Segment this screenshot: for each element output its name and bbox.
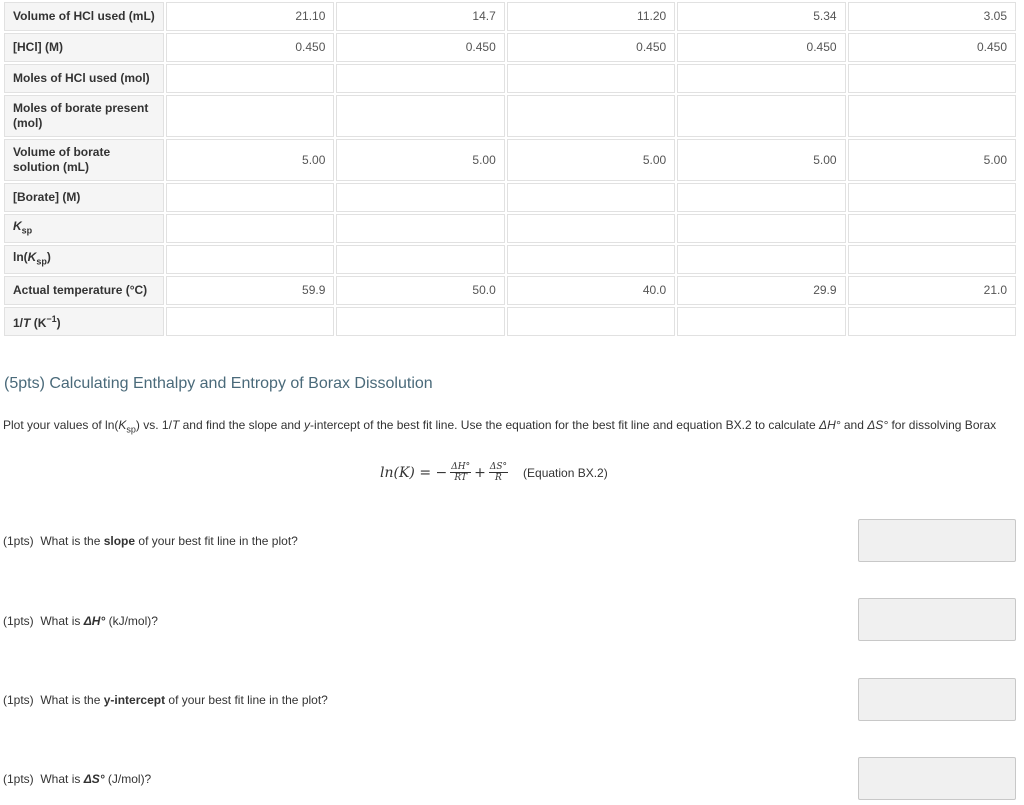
- table-cell[interactable]: [507, 307, 675, 336]
- data-table: [2, 0, 1018, 338]
- table-cell[interactable]: [848, 64, 1016, 93]
- table-cell[interactable]: [507, 64, 675, 93]
- table-cell: 5.00: [848, 139, 1016, 181]
- table-cell[interactable]: [166, 183, 334, 212]
- table-cell[interactable]: [336, 183, 504, 212]
- table-row: [4, 33, 1016, 62]
- row-label: $\ln(K_{sp})$: [4, 245, 164, 274]
- table-cell[interactable]: [336, 64, 504, 93]
- table-cell[interactable]: [848, 245, 1016, 274]
- table-cell: 3.05: [848, 2, 1016, 31]
- table-cell[interactable]: [507, 245, 675, 274]
- question-y-intercept: (1pts) What is the y-intercept of your best fit line in the plot?: [3, 693, 328, 707]
- entropy-answer-input[interactable]: [858, 757, 1016, 800]
- table-cell: 0.450: [166, 33, 334, 62]
- row-label: Moles of borate present (mol): [4, 95, 164, 137]
- table-cell: 5.00: [677, 139, 845, 181]
- table-cell: 59.9: [166, 276, 334, 305]
- table-row: [4, 2, 1016, 31]
- table-cell: 0.450: [848, 33, 1016, 62]
- equation-label: (Equation BX.2): [523, 465, 608, 480]
- fraction-entropy: $\frac{\Delta S^\circ}{R}$: [489, 462, 508, 483]
- table-cell[interactable]: [677, 245, 845, 274]
- table-cell: 0.450: [336, 33, 504, 62]
- table-cell[interactable]: [677, 307, 845, 336]
- table-cell: 5.34: [677, 2, 845, 31]
- table-row: [4, 307, 1016, 336]
- table-row: [4, 95, 1016, 137]
- table-cell[interactable]: [166, 214, 334, 243]
- table-cell[interactable]: [336, 245, 504, 274]
- row-label: Volume of HCl used (mL): [4, 2, 164, 31]
- table-cell: 29.9: [677, 276, 845, 305]
- table-cell: 0.450: [507, 33, 675, 62]
- slope-answer-input[interactable]: [858, 519, 1016, 562]
- table-cell[interactable]: [166, 95, 334, 137]
- table-cell: 5.00: [507, 139, 675, 181]
- table-cell[interactable]: [848, 214, 1016, 243]
- table-cell[interactable]: [677, 183, 845, 212]
- table-cell[interactable]: [677, 64, 845, 93]
- equation-plus: +: [474, 464, 486, 481]
- table-row: [4, 183, 1016, 212]
- enthalpy-answer-input[interactable]: [858, 598, 1016, 641]
- table-cell: 50.0: [336, 276, 504, 305]
- row-label: 1/T $(K^{-1})$: [4, 307, 164, 336]
- table-cell[interactable]: [166, 64, 334, 93]
- table-cell: 0.450: [677, 33, 845, 62]
- row-label: Actual temperature (°C): [4, 276, 164, 305]
- table-cell: 5.00: [336, 139, 504, 181]
- equation-bx2: [380, 462, 608, 483]
- table-cell: 21.0: [848, 276, 1016, 305]
- row-label: Volume of borate solution (mL): [4, 139, 164, 181]
- table-cell[interactable]: [848, 183, 1016, 212]
- table-cell: 21.10: [166, 2, 334, 31]
- question-slope: (1pts) What is the slope of your best fit line in the plot?: [3, 534, 298, 548]
- table-row: [4, 139, 1016, 181]
- table-cell: 5.00: [166, 139, 334, 181]
- table-cell[interactable]: [848, 307, 1016, 336]
- table-cell[interactable]: [677, 95, 845, 137]
- table-cell[interactable]: [507, 95, 675, 137]
- row-label: [Borate] (M): [4, 183, 164, 212]
- table-row: [4, 245, 1016, 274]
- table-cell[interactable]: [507, 214, 675, 243]
- section-title: (5pts) Calculating Enthalpy and Entropy of Borax Dissolution: [4, 375, 433, 392]
- table-cell[interactable]: [166, 245, 334, 274]
- table-cell[interactable]: [848, 95, 1016, 137]
- y-intercept-answer-input[interactable]: [858, 678, 1016, 721]
- table-cell: 14.7: [336, 2, 504, 31]
- question-entropy: (1pts) What is ΔS° (J/mol)?: [3, 772, 152, 786]
- equation-lhs: ln(K) = −: [380, 464, 448, 481]
- fraction-enthalpy: $\frac{\Delta H^\circ}{RT}$: [451, 462, 471, 483]
- table-cell[interactable]: [677, 214, 845, 243]
- table-cell: 11.20: [507, 2, 675, 31]
- row-label: Moles of HCl used (mol): [4, 64, 164, 93]
- question-enthalpy: (1pts) What is ΔH° (kJ/mol)?: [3, 614, 158, 628]
- table-row: [4, 214, 1016, 243]
- row-label: [HCl] (M): [4, 33, 164, 62]
- instructions: Plot your values of $\ln(K_{sp})$ vs. 1/T and find the slope and y-intercept of the best fit line. Use the equation for the best fit line and equation BX.2 to calculate ΔH° and ΔS° for dissolving Borax: [3, 418, 997, 435]
- table-cell[interactable]: [166, 307, 334, 336]
- table-row: [4, 276, 1016, 305]
- table-cell[interactable]: [336, 307, 504, 336]
- table-cell[interactable]: [336, 95, 504, 137]
- table-cell: 40.0: [507, 276, 675, 305]
- table-cell[interactable]: [336, 214, 504, 243]
- table-cell[interactable]: [507, 183, 675, 212]
- table-row: [4, 64, 1016, 93]
- row-label: $K_{sp}$: [4, 214, 164, 243]
